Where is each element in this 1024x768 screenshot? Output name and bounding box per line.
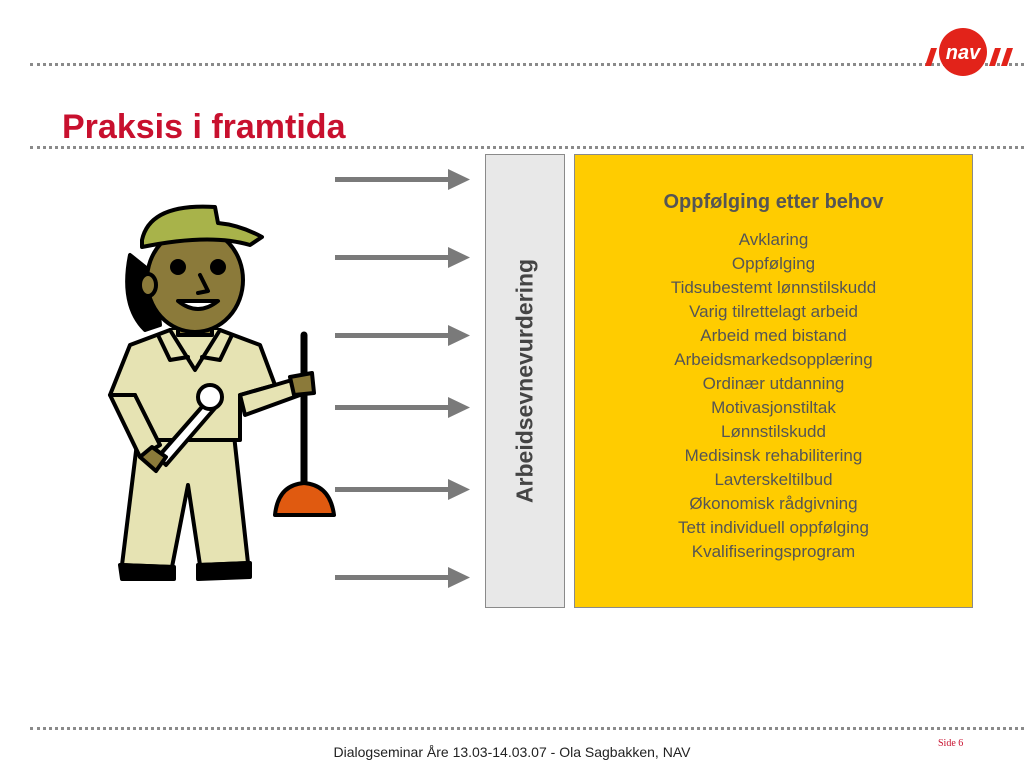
page-title: Praksis i framtida [62,108,346,146]
list-item: Kvalifiseringsprogram [691,542,856,561]
assessment-label: Arbeidsevnevurdering [511,258,538,504]
arrow-right-icon [335,169,470,190]
list-item: Medisinsk rehabilitering [684,446,863,465]
list-item: Lønnstilskudd [721,422,826,441]
list-item: Arbeid med bistand [700,326,847,345]
arrow-right-icon [335,397,470,418]
arrow-group [330,160,480,600]
list-item: Motivasjonstiltak [711,398,836,417]
list-item: Oppfølging [731,254,816,273]
arrow-right-icon [335,567,470,588]
measures-box [574,154,973,608]
nav-logo-text: nav [945,42,981,64]
measures-list [575,228,972,564]
list-item: Varig tilrettelagt arbeid [689,302,858,321]
list-item: Økonomisk rådgivning [689,494,858,513]
arrow-right-icon [335,325,470,346]
list-item: Arbeidsmarkedsopplæring [674,350,873,369]
arrow-right-icon [335,479,470,500]
footer-text: Dialogseminar Åre 13.03-14.03.07 - Ola Sagbakken, NAV [333,744,691,760]
arrow-right-icon [335,247,470,268]
nav-logo [923,26,1017,78]
measures-heading: Oppfølging etter behov [663,191,884,213]
top-divider [30,63,1024,66]
worker-figure-icon [100,195,340,585]
list-item: Tidsubestemt lønnstilskudd [670,278,877,297]
footer-divider [30,727,1024,730]
list-item: Avklaring [738,230,809,249]
list-item: Ordinær utdanning [702,374,845,393]
page-number: Side 6 [938,738,964,749]
list-item: Tett individuell oppfølging [678,518,869,537]
list-item: Lavterskeltilbud [714,470,833,489]
